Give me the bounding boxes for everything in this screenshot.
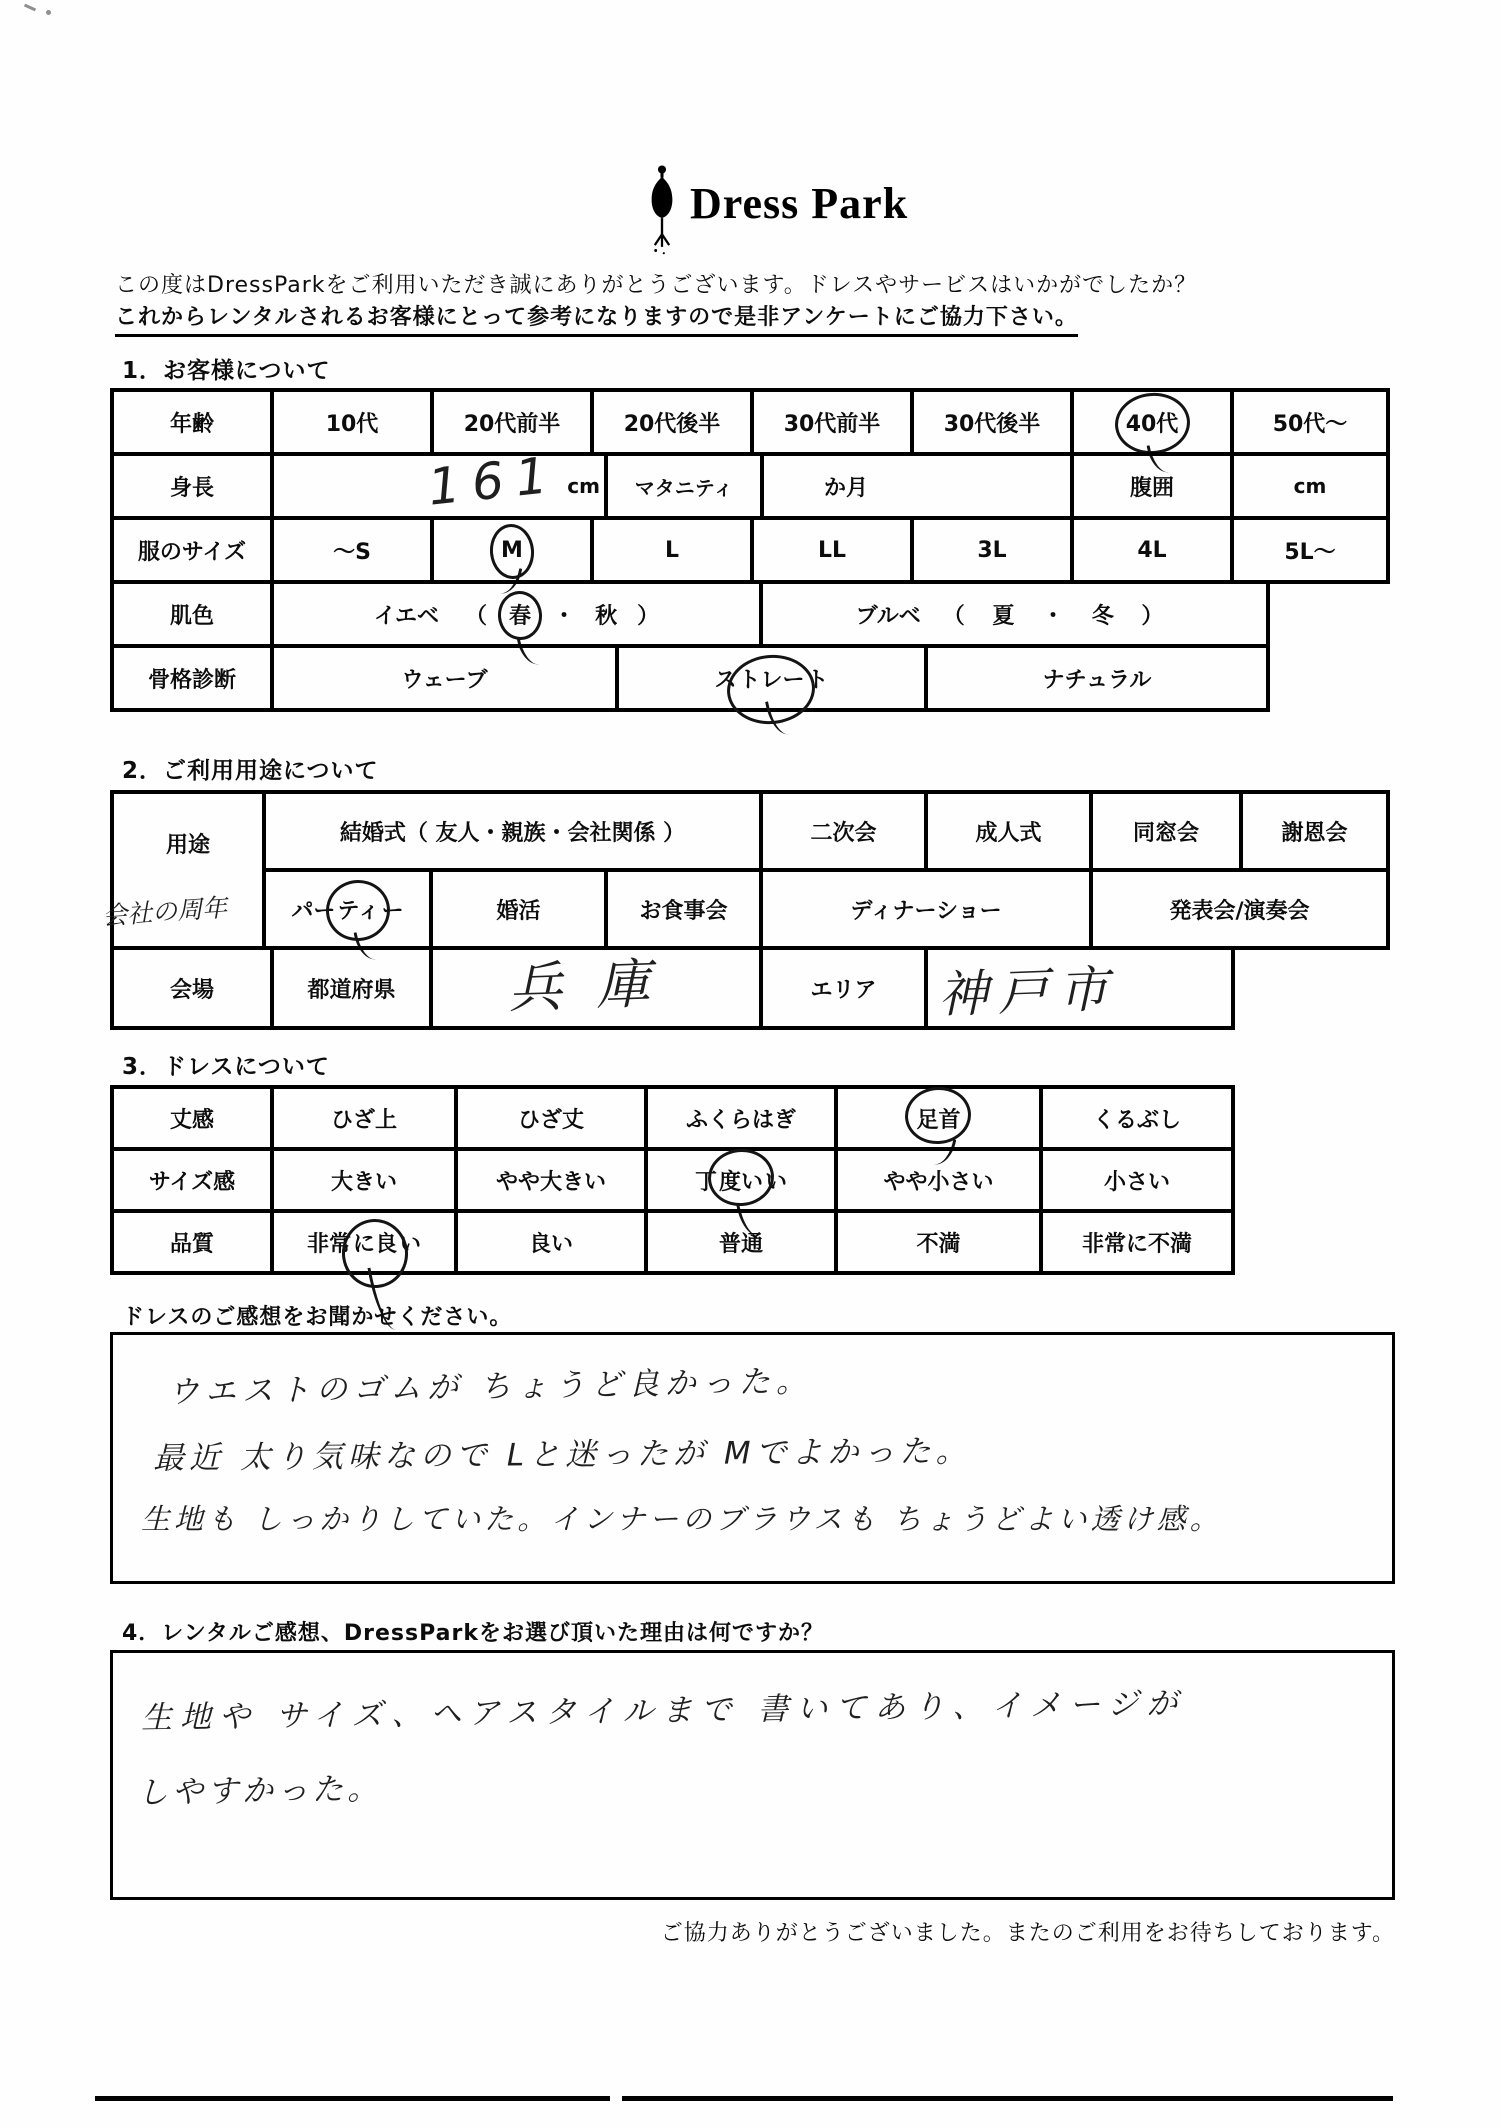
waist-label: 腹囲 <box>1070 456 1230 516</box>
purpose-label-box <box>101 790 266 950</box>
size-option: ～S <box>270 520 430 580</box>
quality-option: 不満 <box>834 1213 1039 1271</box>
selection-circle-mark: トレー <box>736 663 806 694</box>
age-option: 30代後半 <box>910 392 1070 452</box>
brand-logo <box>644 164 908 260</box>
section1-title: 1．お客様について <box>122 358 331 384</box>
purpose-option-coming-of-age: 成人式 <box>924 794 1089 868</box>
purpose-handwritten-value: 会社の周年 <box>101 892 229 931</box>
age-option: 20代後半 <box>590 392 750 452</box>
size-option: 5L～ <box>1230 520 1386 580</box>
selection-circle-mark: に良 <box>351 1227 399 1258</box>
selection-circle-mark <box>507 599 533 630</box>
fit-option-just-right-selected: 丁 度い い <box>644 1151 834 1209</box>
scan-artifact <box>24 4 36 12</box>
maternity-months-cell: か月 <box>760 456 1070 516</box>
blue-base-text: ブルベ <box>855 603 921 629</box>
age-option-40s-selected <box>1070 392 1230 452</box>
purpose-option-reunion: 同窓会 <box>1089 794 1239 868</box>
dress-feedback-line-2: 最近 太り気味なので Lと迷ったが Mでよかった。 <box>152 1433 972 1477</box>
dress-feedback-box <box>110 1332 1395 1584</box>
size-label: 服のサイズ <box>137 539 247 565</box>
quality-option-very-good-selected: 非常 に良 い <box>270 1213 454 1271</box>
dress-quality-row <box>110 1209 1235 1275</box>
purpose-option-recital: 発表会/演奏会 <box>1089 872 1386 946</box>
section2-title: 2．ご利用用途について <box>122 758 379 784</box>
selection-circle-mark: 度い <box>717 1165 765 1196</box>
fit-option: やや小さい <box>834 1151 1039 1209</box>
size-option: 3L <box>910 520 1070 580</box>
intro-line-2: これからレンタルされるお客様にとって参考になりますので是非アンケートにご協力下さい。 <box>115 300 1078 337</box>
purpose-option-dinner-show: ディナーショー <box>759 872 1089 946</box>
quality-label: 品質 <box>169 1231 214 1257</box>
skin-yellow-base-cell: イエベ （ 春 ・ 秋 ） <box>270 584 759 644</box>
fit-option: やや大きい <box>454 1151 644 1209</box>
waist-unit-cell: cm <box>1230 456 1386 516</box>
prefecture-value-cell <box>429 950 759 1026</box>
quality-option: 良い <box>454 1213 644 1271</box>
height-row <box>110 445 1390 520</box>
age-option: 10代 <box>270 392 430 452</box>
skeleton-label: 骨格診断 <box>147 667 236 693</box>
purpose-row-2 <box>262 868 1390 950</box>
fit-label: サイズ感 <box>148 1169 236 1195</box>
selection-circle-mark: M <box>501 537 523 563</box>
length-option: ひざ上 <box>270 1089 454 1147</box>
skeleton-option-wave: ウェーブ <box>270 648 615 708</box>
selection-circle-mark: 40代 <box>1124 407 1181 438</box>
age-label: 年齢 <box>169 411 214 437</box>
area-value-cell <box>924 950 1231 1026</box>
intro-line-1: この度はDressParkをご利用いただき誠にありがとうございます。ドレスやサービスはいかがでしたか？ <box>115 273 1198 298</box>
scan-artifact <box>46 10 51 15</box>
purpose-option-party-selected: パー ティ ー <box>266 872 429 946</box>
area-label: エリア <box>759 950 924 1026</box>
dress-fit-row <box>110 1147 1235 1213</box>
quality-option: 非常に不満 <box>1039 1213 1231 1271</box>
height-unit: cm <box>567 474 600 498</box>
purpose-option-wedding: 結婚式（ 友人・親族・会社関係 ） <box>339 820 686 846</box>
dress-feedback-prompt: ドレスのご感想をお聞かせください。 <box>122 1305 513 1330</box>
purpose-label: 用途 <box>165 833 210 858</box>
selection-circle-mark: ティ <box>335 894 381 925</box>
fit-option: 小さい <box>1039 1151 1231 1209</box>
age-option: 20代前半 <box>430 392 590 452</box>
quality-option: 普通 <box>644 1213 834 1271</box>
purpose-option-after-party: 二次会 <box>759 794 924 868</box>
age-row <box>110 388 1390 456</box>
fit-option: 大きい <box>270 1151 454 1209</box>
skin-blue-base-cell <box>759 584 1266 644</box>
skeleton-row <box>110 644 1270 712</box>
age-option: 30代前半 <box>750 392 910 452</box>
skin-option-spring-selected: 春 <box>509 603 532 629</box>
skeleton-option-natural: ナチュラル <box>924 648 1266 708</box>
length-option-ankle-selected <box>834 1089 1039 1147</box>
purpose-option-meal: お食事会 <box>604 872 759 946</box>
venue-row <box>110 946 1235 1030</box>
size-option: LL <box>750 520 910 580</box>
skin-option-autumn: 秋 <box>595 603 618 629</box>
height-label: 身長 <box>169 475 214 501</box>
dress-feedback-line-1: ウエストのゴムが ちょうど良かった。 <box>167 1363 814 1411</box>
prefecture-label: 都道府県 <box>270 950 429 1026</box>
prefecture-handwritten-value: 兵庫 <box>507 950 686 1020</box>
skeleton-option-straight-selected: ス トレー ト <box>615 648 924 708</box>
size-option-m-selected <box>430 520 590 580</box>
size-option: 4L <box>1070 520 1230 580</box>
venue-label: 会場 <box>169 977 214 1003</box>
height-handwritten-value: 161 <box>425 445 562 517</box>
length-option: ふくらはぎ <box>644 1089 834 1147</box>
purpose-option-konkatsu: 婚活 <box>429 872 604 946</box>
size-option: L <box>590 520 750 580</box>
blue-options-text: （ 夏 ・ 冬 ） <box>942 603 1174 629</box>
yellow-base-text: イエベ <box>373 603 440 629</box>
length-label: 丈感 <box>169 1107 214 1133</box>
height-value-cell <box>270 445 604 517</box>
section3-title: 3．ドレスについて <box>122 1054 330 1080</box>
scan-artifact-bottom-line <box>95 2096 1393 2101</box>
rental-feedback-line-1: 生地や サイズ、ヘアスタイルまで 書いてあり、イメージが <box>140 1685 1186 1737</box>
area-handwritten-value: 神戸市 <box>937 959 1120 1025</box>
scan-artifact-line-gap <box>610 2096 622 2101</box>
length-option: くるぶし <box>1039 1089 1231 1147</box>
rental-feedback-line-2: しやすかった。 <box>136 1770 383 1812</box>
purpose-row-1 <box>262 790 1390 872</box>
footer-thanks-text: ご協力ありがとうございました。またのご利用をお待ちしております。 <box>660 1921 1395 1946</box>
dress-length-row <box>110 1085 1235 1151</box>
brand-logo-text: Dress Park <box>690 179 909 228</box>
selection-circle-mark: 足首 <box>914 1103 962 1134</box>
skin-label: 肌色 <box>169 603 214 629</box>
length-option: ひざ丈 <box>454 1089 644 1147</box>
size-row <box>110 516 1390 584</box>
skin-row <box>110 580 1270 648</box>
section4-title: 4．レンタルご感想、DressParkをお選び頂いた理由は何ですか？ <box>122 1621 824 1646</box>
age-option: 50代～ <box>1230 392 1386 452</box>
purpose-option-thanks-party: 謝恩会 <box>1239 794 1386 868</box>
rental-feedback-box <box>110 1650 1395 1900</box>
dress-feedback-line-3: 生地も しっかりしていた。インナーのブラウスも ちょうどよい透け感。 <box>141 1502 1223 1536</box>
dress-form-icon <box>644 164 680 260</box>
maternity-label: マタニティ <box>604 456 760 516</box>
